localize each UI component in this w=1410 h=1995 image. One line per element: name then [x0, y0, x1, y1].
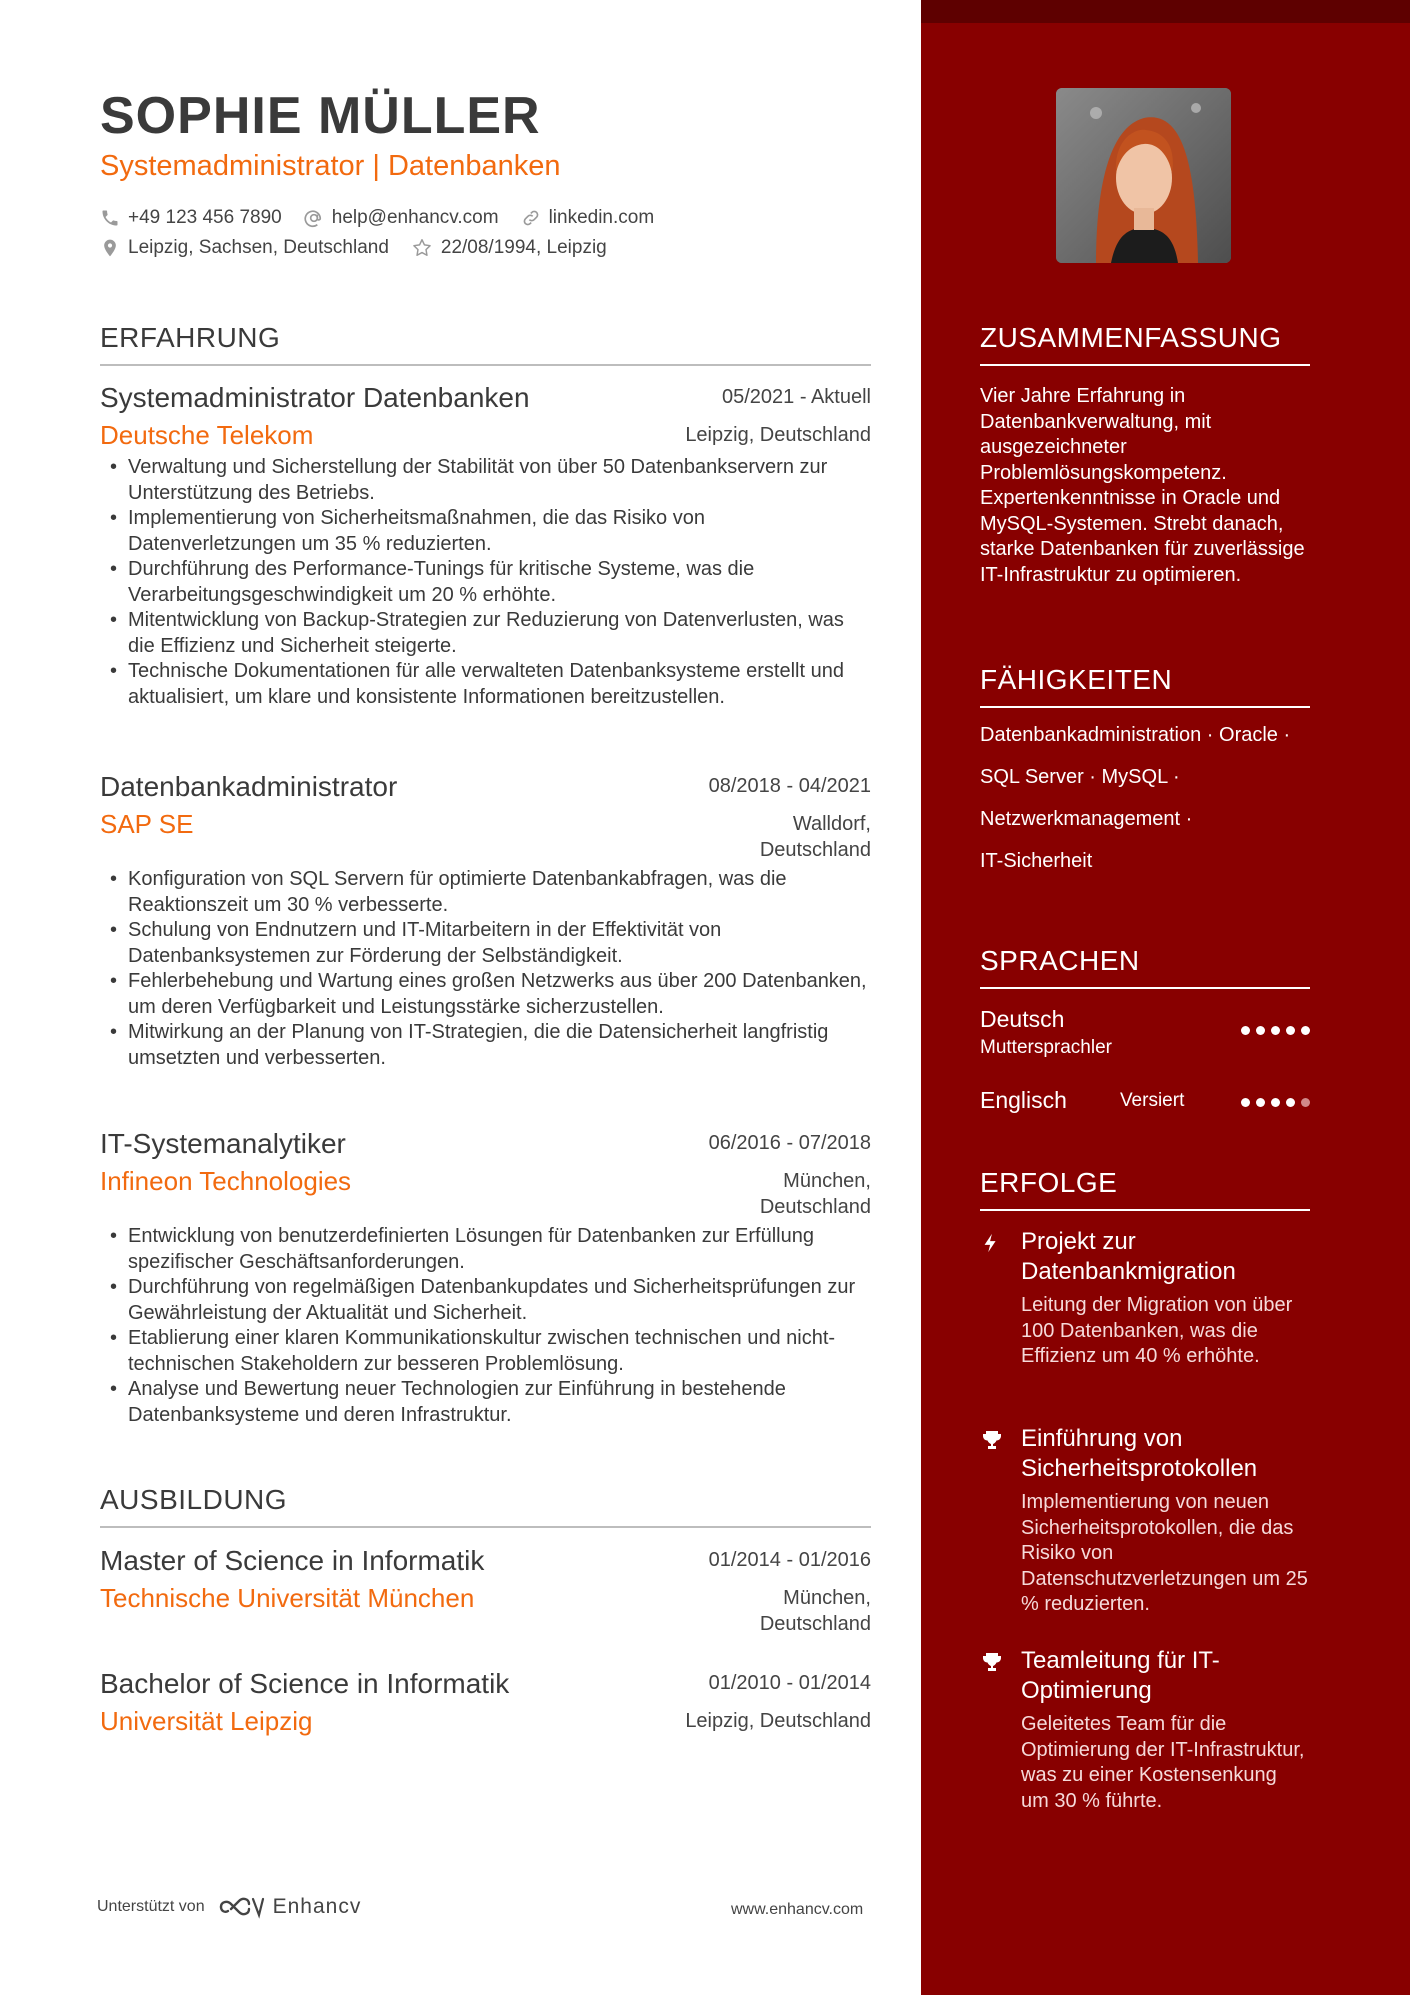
contact-info — [100, 203, 900, 263]
job-date: 06/2016 - 07/2018 — [708, 1132, 871, 1154]
phone-icon — [100, 208, 120, 228]
job-bullet: • Fehlerbehebung und Wartung eines großen Netzwerks aus über 200 Datenbanken, um deren Verfügbarkeit und Leistungsstärke sicherzustellen. — [100, 969, 871, 1020]
enhancv-brand: Enhancv — [272, 1895, 362, 1918]
job-date: 08/2018 - 04/2021 — [708, 775, 871, 797]
job-bullets — [100, 867, 871, 1071]
languages-heading: SPRACHEN — [980, 945, 1310, 989]
job-bullet: • Implementierung von Sicherheitsmaßnahmen, die das Risiko von Datenverletzungen um 35 % reduzierten. — [100, 506, 871, 557]
experience-heading: ERFAHRUNG — [100, 322, 871, 366]
language-level: Muttersprachler — [980, 1037, 1112, 1058]
rating-dot — [1271, 1026, 1280, 1035]
education-location — [760, 1583, 871, 1637]
rating-dot — [1271, 1098, 1280, 1107]
job-location-line: Deutschland — [759, 1196, 871, 1218]
rating-dot — [1301, 1026, 1310, 1035]
job-location-line: Deutschland — [759, 839, 871, 861]
job-bullet: • Mitentwicklung von Backup-Strategien zur Reduzierung von Datenverlusten, was die Effizienz und Sicherheit steigerte. — [100, 608, 871, 659]
school-name: Technische Universität München — [100, 1583, 475, 1613]
experience-item — [100, 382, 871, 710]
job-bullet: • Schulung von Endnutzern und IT-Mitarbeitern in der Effektivität von Datenbanksystemen zur Förderung der Selbständigkeit. — [100, 918, 871, 969]
contact-linkedin[interactable] — [521, 207, 655, 229]
education-item — [100, 1668, 871, 1737]
candidate-name: SOPHIE MÜLLER — [100, 87, 541, 145]
rating-dot — [1241, 1098, 1250, 1107]
education-location — [685, 1706, 871, 1734]
bolt-icon — [980, 1231, 1002, 1255]
skills-list — [980, 724, 1330, 892]
birth-text: 22/08/1994, Leipzig — [440, 237, 607, 258]
company-name: SAP SE — [100, 809, 194, 839]
trophy-icon — [980, 1650, 1004, 1674]
job-location-line: Leipzig, Deutschland — [685, 424, 871, 446]
location-text: Leipzig, Sachsen, Deutschland — [128, 237, 389, 258]
language-item — [980, 1006, 1310, 1059]
job-bullet: • Etablierung einer klaren Kommunikationskultur zwischen technischen und nicht-technischen Stakeholdern zur besseren Problemlösung. — [100, 1326, 871, 1377]
education-item — [100, 1545, 871, 1637]
skill-line: SQL Server · MySQL · — [980, 766, 1180, 788]
degree-title: Master of Science in Informatik — [100, 1545, 485, 1576]
skills-heading: FÄHIGKEITEN — [980, 664, 1310, 708]
degree-title: Bachelor of Science in Informatik — [100, 1668, 510, 1699]
footer-powered-by — [97, 1895, 361, 1919]
job-location-line: München, — [783, 1170, 871, 1192]
job-location — [760, 1166, 871, 1220]
achievement-desc: Implementierung von neuen Sicherheitsprotokollen, die das Risiko von Datenschutzverletzungen um 25 % reduzierten. — [1021, 1491, 1308, 1615]
job-location — [685, 420, 871, 448]
language-rating — [1235, 1026, 1310, 1035]
education-date: 01/2010 - 01/2014 — [708, 1672, 871, 1694]
achievement-item — [980, 1227, 1310, 1370]
phone-text: +49 123 456 7890 — [128, 207, 282, 228]
school-name: Universität Leipzig — [100, 1706, 313, 1736]
job-bullet: • Verwaltung und Sicherstellung der Stabilität von über 50 Datenbankservern zur Unterstützung des Betriebs. — [100, 455, 871, 506]
email-text: help@enhancv.com — [331, 207, 499, 228]
achievement-title: Teamleitung für IT-Optimierung — [1021, 1647, 1220, 1704]
job-location-line: Walldorf, — [792, 813, 871, 835]
achievement-desc: Geleitetes Team für die Optimierung der IT-Infrastruktur, was zu einer Kostensenkung um 30 % führte. — [1021, 1713, 1305, 1812]
rating-dot — [1256, 1098, 1265, 1107]
language-rating — [1235, 1098, 1310, 1107]
job-bullet: • Technische Dokumentationen für alle verwalteten Datenbanksysteme erstellt und aktualisiert, um klare und konsistente Informationen bereitzustellen. — [100, 659, 871, 710]
achievement-title: Projekt zur Datenbankmigration — [1021, 1228, 1236, 1285]
trophy-icon — [980, 1428, 1004, 1452]
achievement-title: Einführung von Sicherheitsprotokollen — [1021, 1425, 1258, 1482]
job-title: Systemadministrator Datenbanken — [100, 382, 530, 413]
job-bullets — [100, 455, 871, 710]
sidebar-top-bar — [921, 0, 1410, 23]
linkedin-text: linkedin.com — [548, 207, 655, 228]
education-location-line: Leipzig, Deutschland — [685, 1710, 871, 1732]
skill-line: Netzwerkmanagement · — [980, 808, 1193, 830]
achievement-desc: Leitung der Migration von über 100 Datenbanken, was die Effizienz um 40 % erhöhte. — [1021, 1294, 1293, 1367]
job-bullet: • Durchführung des Performance-Tunings für kritische Systeme, was die Verarbeitungsgeschwindigkeit um 20 % erhöhte. — [100, 557, 871, 608]
language-level: Versiert — [1119, 1089, 1185, 1111]
at-icon — [304, 208, 324, 228]
company-name: Infineon Technologies — [100, 1166, 352, 1196]
rating-dot — [1241, 1026, 1250, 1035]
summary-text: Vier Jahre Erfahrung in Datenbankverwaltung, mit ausgezeichneter Problemlösungskompetenz. Expertenkenntnisse in Oracle und MySQL-Systemen. Strebt danach, starke Datenbanken für zuverlässige IT-Infrastruktur zu optimieren. — [980, 385, 1305, 586]
rating-dot — [1301, 1098, 1310, 1107]
candidate-title: Systemadministrator | Datenbanken — [100, 150, 561, 182]
powered-by-text: Unterstützt von — [97, 1898, 205, 1915]
rating-dot — [1256, 1026, 1265, 1035]
skill-line: IT-Sicherheit — [980, 850, 1093, 872]
rating-dot — [1286, 1098, 1295, 1107]
achievements-heading: ERFOLGE — [980, 1167, 1310, 1211]
education-location-line: München, — [783, 1587, 871, 1609]
job-title: Datenbankadministrator — [100, 771, 398, 802]
link-icon — [521, 208, 541, 228]
job-bullets — [100, 1224, 871, 1428]
achievement-item — [980, 1424, 1310, 1618]
contact-location — [100, 237, 389, 259]
location-pin-icon — [100, 238, 120, 258]
education-date: 01/2014 - 01/2016 — [708, 1549, 871, 1571]
profile-photo-image — [1056, 88, 1231, 263]
education-heading: AUSBILDUNG — [100, 1484, 871, 1528]
rating-dot — [1286, 1026, 1295, 1035]
skill-line: Datenbankadministration · Oracle · — [980, 724, 1291, 746]
job-date: 05/2021 - Aktuell — [722, 386, 871, 408]
company-name: Deutsche Telekom — [100, 420, 314, 450]
language-item — [980, 1087, 1310, 1114]
contact-email[interactable] — [304, 207, 499, 229]
job-bullet: • Analyse und Bewertung neuer Technologien zur Einführung in bestehende Datenbanksysteme und deren Infrastruktur. — [100, 1377, 871, 1428]
language-name: Englisch — [980, 1087, 1067, 1113]
achievement-item — [980, 1646, 1310, 1814]
summary-heading: ZUSAMMENFASSUNG — [980, 322, 1310, 366]
experience-item — [100, 1128, 871, 1428]
contact-birth — [411, 237, 607, 259]
experience-item — [100, 771, 871, 1071]
job-title: IT-Systemanalytiker — [100, 1128, 346, 1159]
education-location-line: Deutschland — [759, 1613, 871, 1635]
profile-photo — [1056, 88, 1231, 263]
enhancv-logo-icon — [217, 1895, 265, 1919]
footer-website[interactable]: www.enhancv.com — [731, 1901, 864, 1918]
job-bullet: • Durchführung von regelmäßigen Datenbankupdates und Sicherheitsprüfungen zur Gewährleistung der Aktualität und Sicherheit. — [100, 1275, 871, 1326]
sidebar — [921, 0, 1410, 1995]
star-icon — [411, 237, 433, 259]
contact-phone[interactable] — [100, 207, 282, 229]
job-location — [760, 809, 871, 863]
job-bullet: • Konfiguration von SQL Servern für optimierte Datenbankabfragen, was die Reaktionszeit um 30 % verbesserte. — [100, 867, 871, 918]
job-bullet: • Mitwirkung an der Planung von IT-Strategien, die die Datensicherheit langfristig umsetzten und verbesserten. — [100, 1020, 871, 1071]
job-bullet: • Entwicklung von benutzerdefinierten Lösungen für Datenbanken zur Erfüllung spezifischer Geschäftsanforderungen. — [100, 1224, 871, 1275]
language-name: Deutsch — [980, 1006, 1065, 1032]
